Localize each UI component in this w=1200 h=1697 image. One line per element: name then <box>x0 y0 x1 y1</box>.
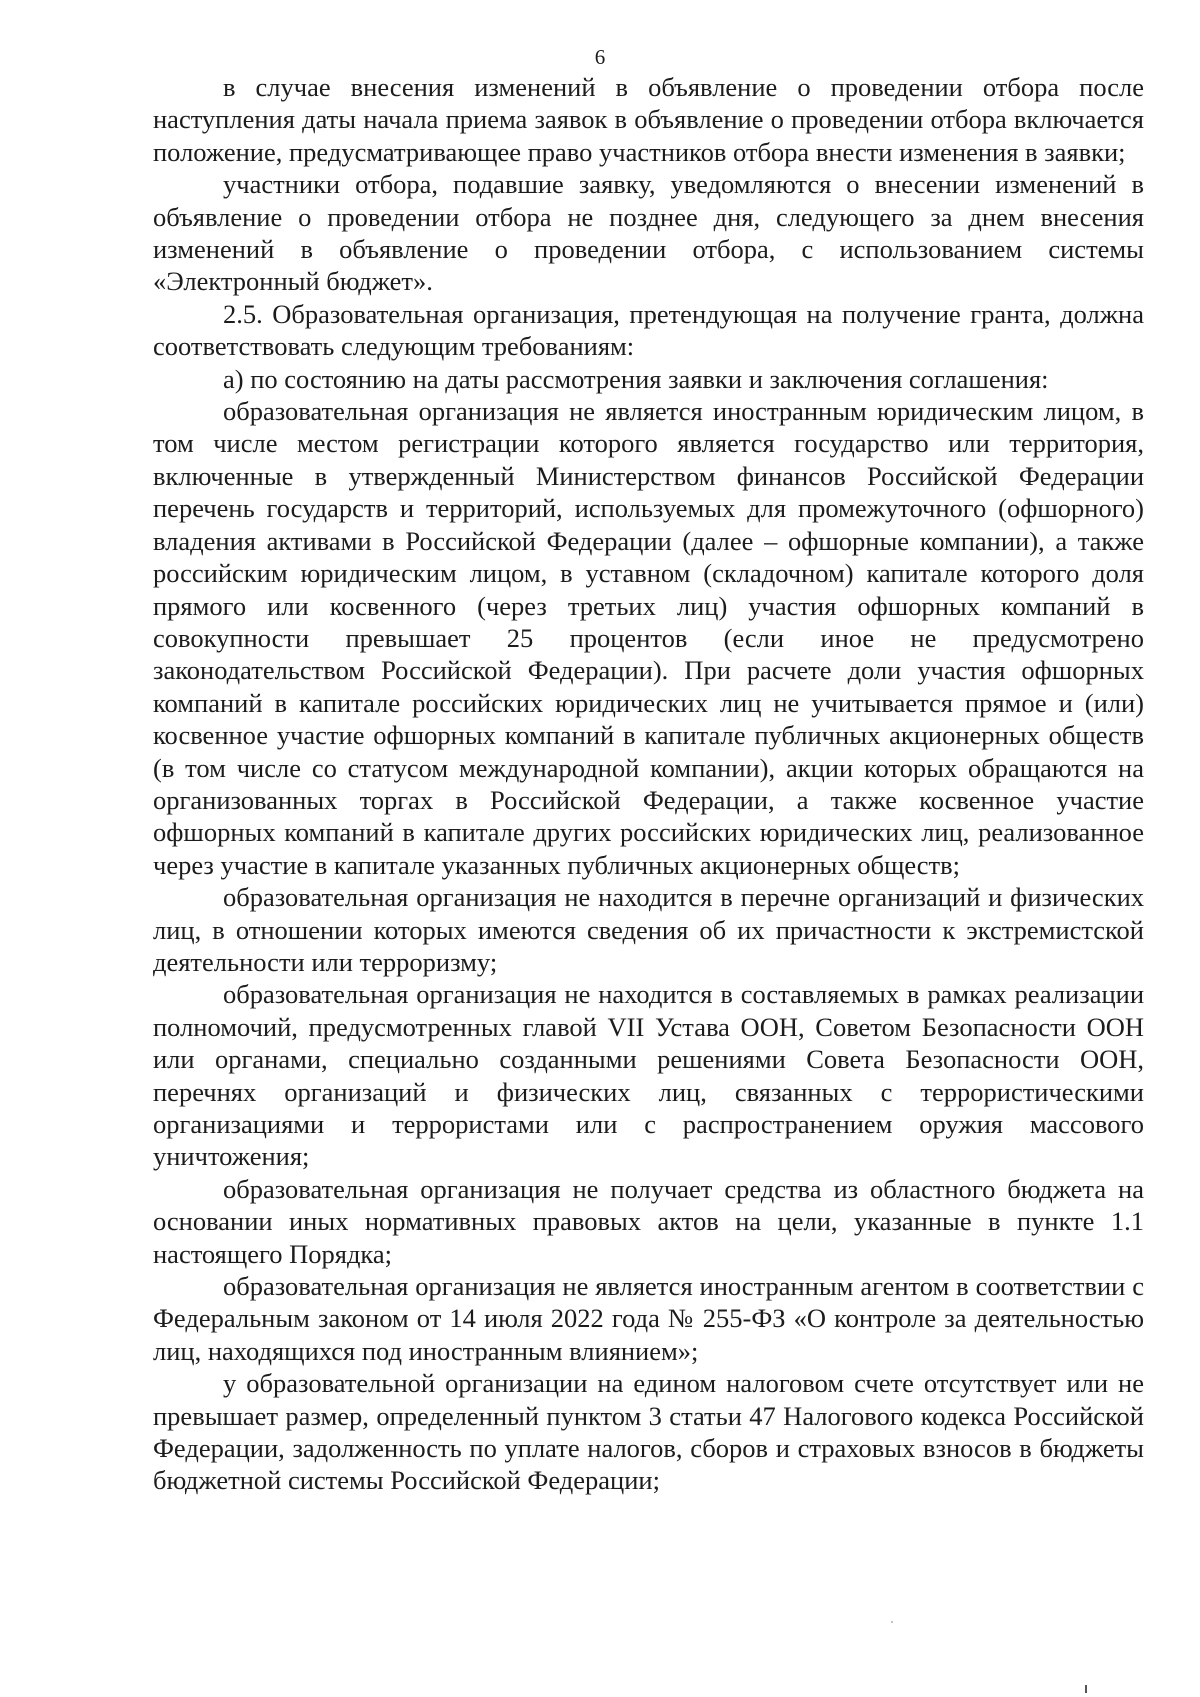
paragraph-amendment-notice: в случае внесения изменений в объявление о проведении отбора после наступления даты начала приема заявок в объявление о проведении отбора включается положение, предусматривающее право участников отбора внести изменения в заявки; <box>153 72 1144 167</box>
paragraph-foreign-agent: образовательная организация не является иностранным агентом в соответствии с Федеральным законом от 14 июля 2022 года № 255-ФЗ «О контроле за деятельностью лиц, находящихся под иностранным влиянием»; <box>153 1271 1144 1366</box>
scan-speck <box>891 1621 893 1623</box>
scan-speck <box>1085 1685 1087 1693</box>
paragraph-regional-budget: образовательная организация не получает средства из областного бюджета на основании иных нормативных правовых актов на цели, указанные в пункте 1.1 настоящего Порядка; <box>153 1173 1144 1269</box>
paragraph-participants-notified: участники отбора, подавшие заявку, уведомляются о внесении изменений в объявление о проведении отбора не позднее дня, следующего за днем внесения изменений в объявление о проведении отбора, с использованием системы «Электронный бюджет». <box>153 169 1144 297</box>
page-number: 6 <box>594 45 606 69</box>
paragraph-item-a: а) по состоянию на даты рассмотрения заявки и заключения соглашения: <box>223 363 1049 394</box>
paragraph-tax-debt: у образовательной организации на едином налоговом счете отсутствует или не превышает размер, определенный пунктом 3 статьи 47 Налогового кодекса Российской Федерации, задолженность по уплате налогов, сборов и страховых взносов в бюджеты бюджетной системы Российской Федерации; <box>153 1368 1144 1496</box>
document-body <box>153 71 1144 1497</box>
paragraph-section-2-5: 2.5. Образовательная организация, претендующая на получение гранта, должна соответствовать следующим требованиям: <box>153 298 1144 362</box>
paragraph-extremism-list: образовательная организация не находится в перечне организаций и физических лиц, в отношении которых имеются сведения об их причастности к экстремистской деятельности или терроризму; <box>153 882 1144 977</box>
paragraph-offshore-requirement: образовательная организация не является иностранным юридическим лицом, в том числе местом регистрации которого является государство или территория, включенные в утвержденный Министерством финансов Российской Федерации перечень государств и территорий, используемых для промежуточного (офшорного) владения активами в Российской Федерации (далее – офшорные компании), а также российским юридическим лицом, в уставном (складочном) капитале которого доля прямого или косвенного (через третьих лиц) участия офшорных компаний в совокупности превышает 25 процентов (если иное не предусмотрено законодательством Российской Федерации). При расчете доли участия офшорных компаний в капитале российских юридических лиц не учитывается прямое и (или) косвенное участие офшорных компаний в капитале публичных акционерных обществ (в том числе со статусом международной компании), акции которых обращаются на организованных торгах в Российской Федерации, а также косвенное участие офшорных компаний в капитале других российских юридических лиц, реализованное через участие в капитале указанных публичных акционерных обществ; <box>153 396 1144 880</box>
paragraph-un-sanctions: образовательная организация не находится в составляемых в рамках реализации полномочий, предусмотренных главой VII Устава ООН, Советом Безопасности ООН или органами, специально созданными решениями Совета Безопасности ООН, перечнях организаций и физических лиц, связанных с террористическими организациями и террористами или с распространением оружия массового уничтожения; <box>153 979 1144 1172</box>
